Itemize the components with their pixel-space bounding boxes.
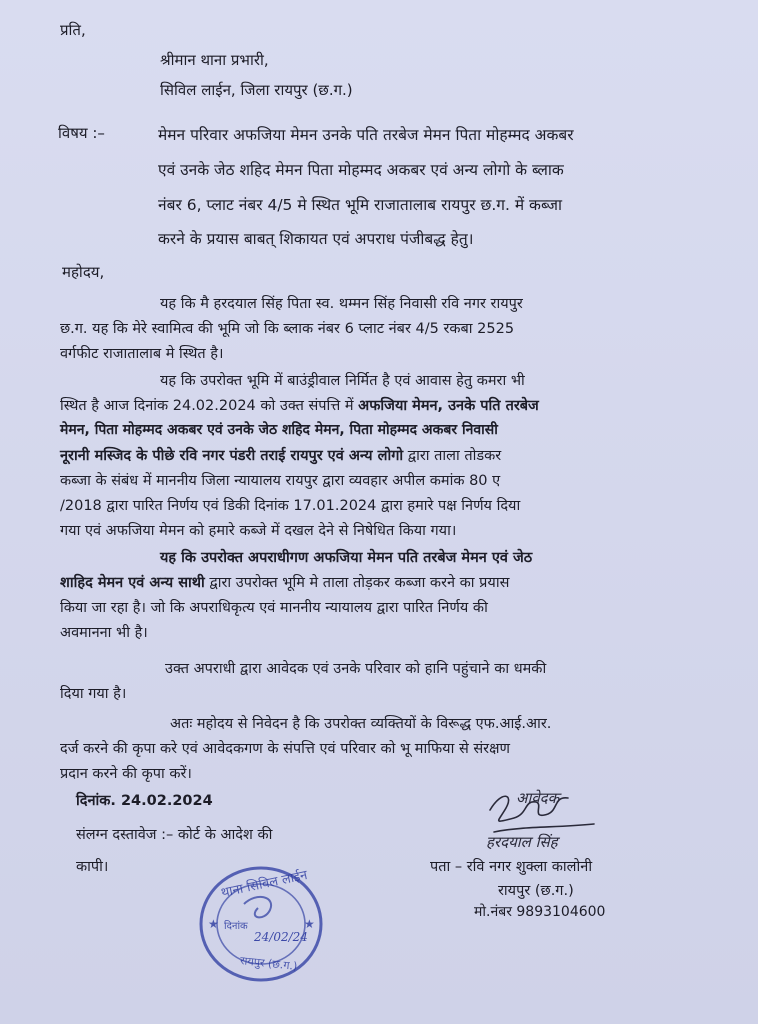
address-line: रायपुर (छ.ग.) <box>498 883 574 899</box>
stamp-text-top: थाना सिविल लाईन <box>219 867 309 901</box>
para-line: यह कि उपरोक्त अपराधीगण अफजिया मेमन पति तरबेज मेमन एवं जेठ <box>160 550 533 566</box>
para-text: द्वारा ताला तोडकर <box>407 448 502 464</box>
para-line: यह कि उपरोक्त भूमि में बाउंड्रीवाल निर्मित है एवं आवास हेतु कमरा भी <box>160 373 525 389</box>
para-text: द्वारा उपरोक्त भूमि मे ताला तोड़कर कब्जा करने का प्रयास <box>209 575 510 591</box>
subject-line: मेमन परिवार अफजिया मेमन उनके पति तरबेज मेमन पिता मोहम्मद अकबर <box>158 126 574 144</box>
para-text: स्थित है आज दिनांक 24.02.2024 को उक्त संपत्ति में <box>60 398 354 414</box>
attachment-line: संलग्न दस्तावेज :– कोर्ट के आदेश की <box>76 827 273 843</box>
accused-names: शाहिद मेमन एवं अन्य साथी <box>60 575 205 591</box>
para-line: छ.ग. यह कि मेरे स्वामित्व की भूमि जो कि ब्लाक नंबर 6 प्लाट नंबर 4/5 रकबा 2525 <box>60 321 515 337</box>
addressee-line-1: श्रीमान थाना प्रभारी, <box>160 51 269 69</box>
attachment-line: कापी। <box>76 859 109 875</box>
subject-line: एवं उनके जेठ शहिद मेमन पिता मोहम्मद अकबर एवं अन्य लोगो के ब्लाक <box>158 161 564 179</box>
para-line <box>60 395 539 415</box>
para-line <box>60 572 509 592</box>
accused-names: अफजिया मेमन, उनके पति तरबेज <box>358 398 539 414</box>
accused-names: मेमन, पिता मोहम्मद अकबर एवं उनके जेठ शहिद मेमन, पिता मोहम्मद अकबर निवासी <box>60 422 498 438</box>
para-line: दर्ज करने की कृपा करे एवं आवेदकगण के संपत्ति एवं परिवार को भू माफिया से संरक्षण <box>60 741 510 757</box>
para-line <box>60 445 501 465</box>
para-line: अतः महोदय से निवेदन है कि उपरोक्त व्यक्तियों के विरूद्ध एफ.आई.आर. <box>170 716 552 732</box>
para-line: /2018 द्वारा पारित निर्णय एवं डिकी दिनांक 17.01.2024 द्वारा हमारे पक्ष निर्णय दिया <box>60 498 521 514</box>
para-line: वर्गफीट राजातालाब मे स्थित है। <box>60 346 224 362</box>
para-line: अवमानना भी है। <box>60 625 148 641</box>
subject-label: विषय :– <box>58 124 105 142</box>
applicant-label: आवेदक <box>516 789 560 807</box>
to-line: प्रति, <box>60 21 86 39</box>
date-line: दिनांक. 24.02.2024 <box>76 793 213 809</box>
addressee-line-2: सिविल लाईन, जिला रायपुर (छ.ग.) <box>160 81 353 99</box>
para-line: यह कि मै हरदयाल सिंह पिता स्व. थम्मन सिंह निवासी रवि नगर रायपुर <box>160 296 523 312</box>
salutation: महोदय, <box>62 263 105 281</box>
stamp-text-bottom: रायपुर (छ.ग.) <box>239 954 298 973</box>
police-stamp <box>196 862 326 986</box>
para-line: उक्त अपराधी द्वारा आवेदक एवं उनके परिवार को हानि पहुंचाने का धमकी <box>165 661 547 677</box>
para-line: दिया गया है। <box>60 686 127 702</box>
para-line: कब्जा के संबंध में माननीय जिला न्यायालय रायपुर द्वारा व्यवहार अपील कमांक 80 ए <box>60 473 501 489</box>
subject-line: करने के प्रयास बाबत् शिकायत एवं अपराध पंजीबद्ध हेतु। <box>158 230 474 248</box>
svg-text:★: ★ <box>304 917 315 931</box>
para-line: गया एवं अफजिया मेमन को हमारे कब्जे में दखल देने से निषेधित किया गया। <box>60 523 457 539</box>
applicant-name: हरदयाल सिंह <box>486 833 558 851</box>
stamp-date: 24/02/24 <box>254 930 308 944</box>
para-line: प्रदान करने की कृपा करें। <box>60 766 192 782</box>
svg-text:★: ★ <box>208 917 219 931</box>
para-line: किया जा रहा है। जो कि अपराधिकृत्य एवं माननीय न्यायालय द्वारा पारित निर्णय की <box>60 600 488 616</box>
subject-line: नंबर 6, प्लाट नंबर 4/5 मे स्थित भूमि राजातालाब रायपुर छ.ग. में कब्जा <box>158 196 563 214</box>
accused-address: नूरानी मस्जिद के पीछे रवि नगर पंडरी तराई रायपुर एवं अन्य लोगो <box>60 448 404 464</box>
mobile-number: मो.नंबर 9893104600 <box>474 904 606 920</box>
stamp-date-label: दिनांक <box>224 921 248 932</box>
address-line: पता – रवि नगर शुक्ला कालोनी <box>430 859 593 875</box>
